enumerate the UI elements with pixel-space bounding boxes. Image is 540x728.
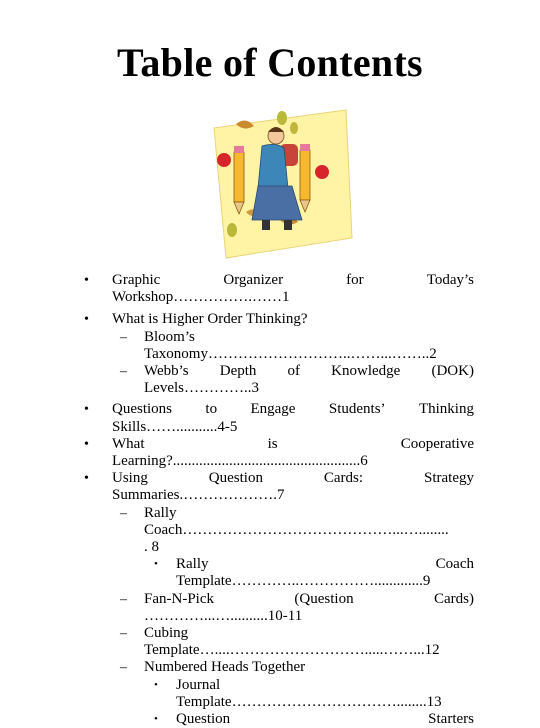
toc-entry-cubing-template[interactable]: – Cubing Template…....……………………….....……...12 xyxy=(120,625,440,659)
bullet-marker: • xyxy=(84,402,89,418)
pear-icon xyxy=(277,111,287,125)
toc-entry-rally-coach-template[interactable]: • Rally Coach Template…………..…………….............9 xyxy=(154,556,474,590)
toc-entry-numbered-heads-together[interactable]: – Numbered Heads Together xyxy=(120,659,306,676)
bullet-marker: • xyxy=(84,436,89,452)
dash-marker: – xyxy=(120,591,127,607)
bullet-marker: • xyxy=(84,312,89,328)
pear-icon xyxy=(227,223,237,237)
toc-entry-cooperative-learning[interactable]: • What is Cooperative Learning?..................................................6 xyxy=(84,435,474,470)
apple-icon xyxy=(217,153,231,167)
pencil-icon xyxy=(234,146,244,214)
dash-marker: – xyxy=(120,505,127,521)
pear-icon xyxy=(290,122,298,134)
toc-entry-higher-order-thinking[interactable]: • What is Higher Order Thinking? xyxy=(84,311,308,328)
toc-entry-questions-to-engage[interactable]: • Questions to Engage Students’ Thinking Skills……...........4-5 xyxy=(84,401,474,435)
student-clipart-icon xyxy=(196,100,356,265)
dash-marker: – xyxy=(120,329,127,345)
bullet-marker: • xyxy=(84,471,89,487)
toc-entry-rally-coach[interactable]: – Rally Coach……………………………………...…........ . 8 xyxy=(120,504,449,556)
bullet-marker: • xyxy=(154,678,158,691)
toc-entry-blooms-taxonomy[interactable]: – Bloom’s Taxonomy………………………..……...……..2 xyxy=(120,328,437,362)
toc-entry-webbs-dok[interactable]: – Webb’s Depth of Knowledge (DOK) Levels…………..3 xyxy=(120,363,474,397)
dash-marker: – xyxy=(120,660,127,676)
dash-marker: – xyxy=(120,626,127,642)
bullet-marker: • xyxy=(154,713,158,726)
page-title: Table of Contents xyxy=(117,40,423,85)
apple-icon xyxy=(315,165,329,179)
toc-entry-fan-n-pick[interactable]: – Fan-N-Pick (Question Cards) …………...…..........10-11 xyxy=(120,590,474,624)
bullet-marker: • xyxy=(154,558,158,571)
toc-entry-journal-template[interactable]: • Journal Template……………………………........13 xyxy=(154,676,442,710)
table-of-contents xyxy=(84,272,474,728)
toc-entry-question-starters[interactable]: • Question Starters xyxy=(154,711,474,728)
bullet-marker: • xyxy=(84,273,89,288)
dash-marker: – xyxy=(120,364,127,380)
toc-entry-question-cards[interactable]: • Using Question Cards: Strategy Summaries.……………….7 xyxy=(84,470,474,504)
toc-entry-graphic-organizer[interactable]: • Graphic Organizer for Today’s Workshop…………….……1 xyxy=(84,272,474,306)
pencil-icon xyxy=(300,144,310,212)
